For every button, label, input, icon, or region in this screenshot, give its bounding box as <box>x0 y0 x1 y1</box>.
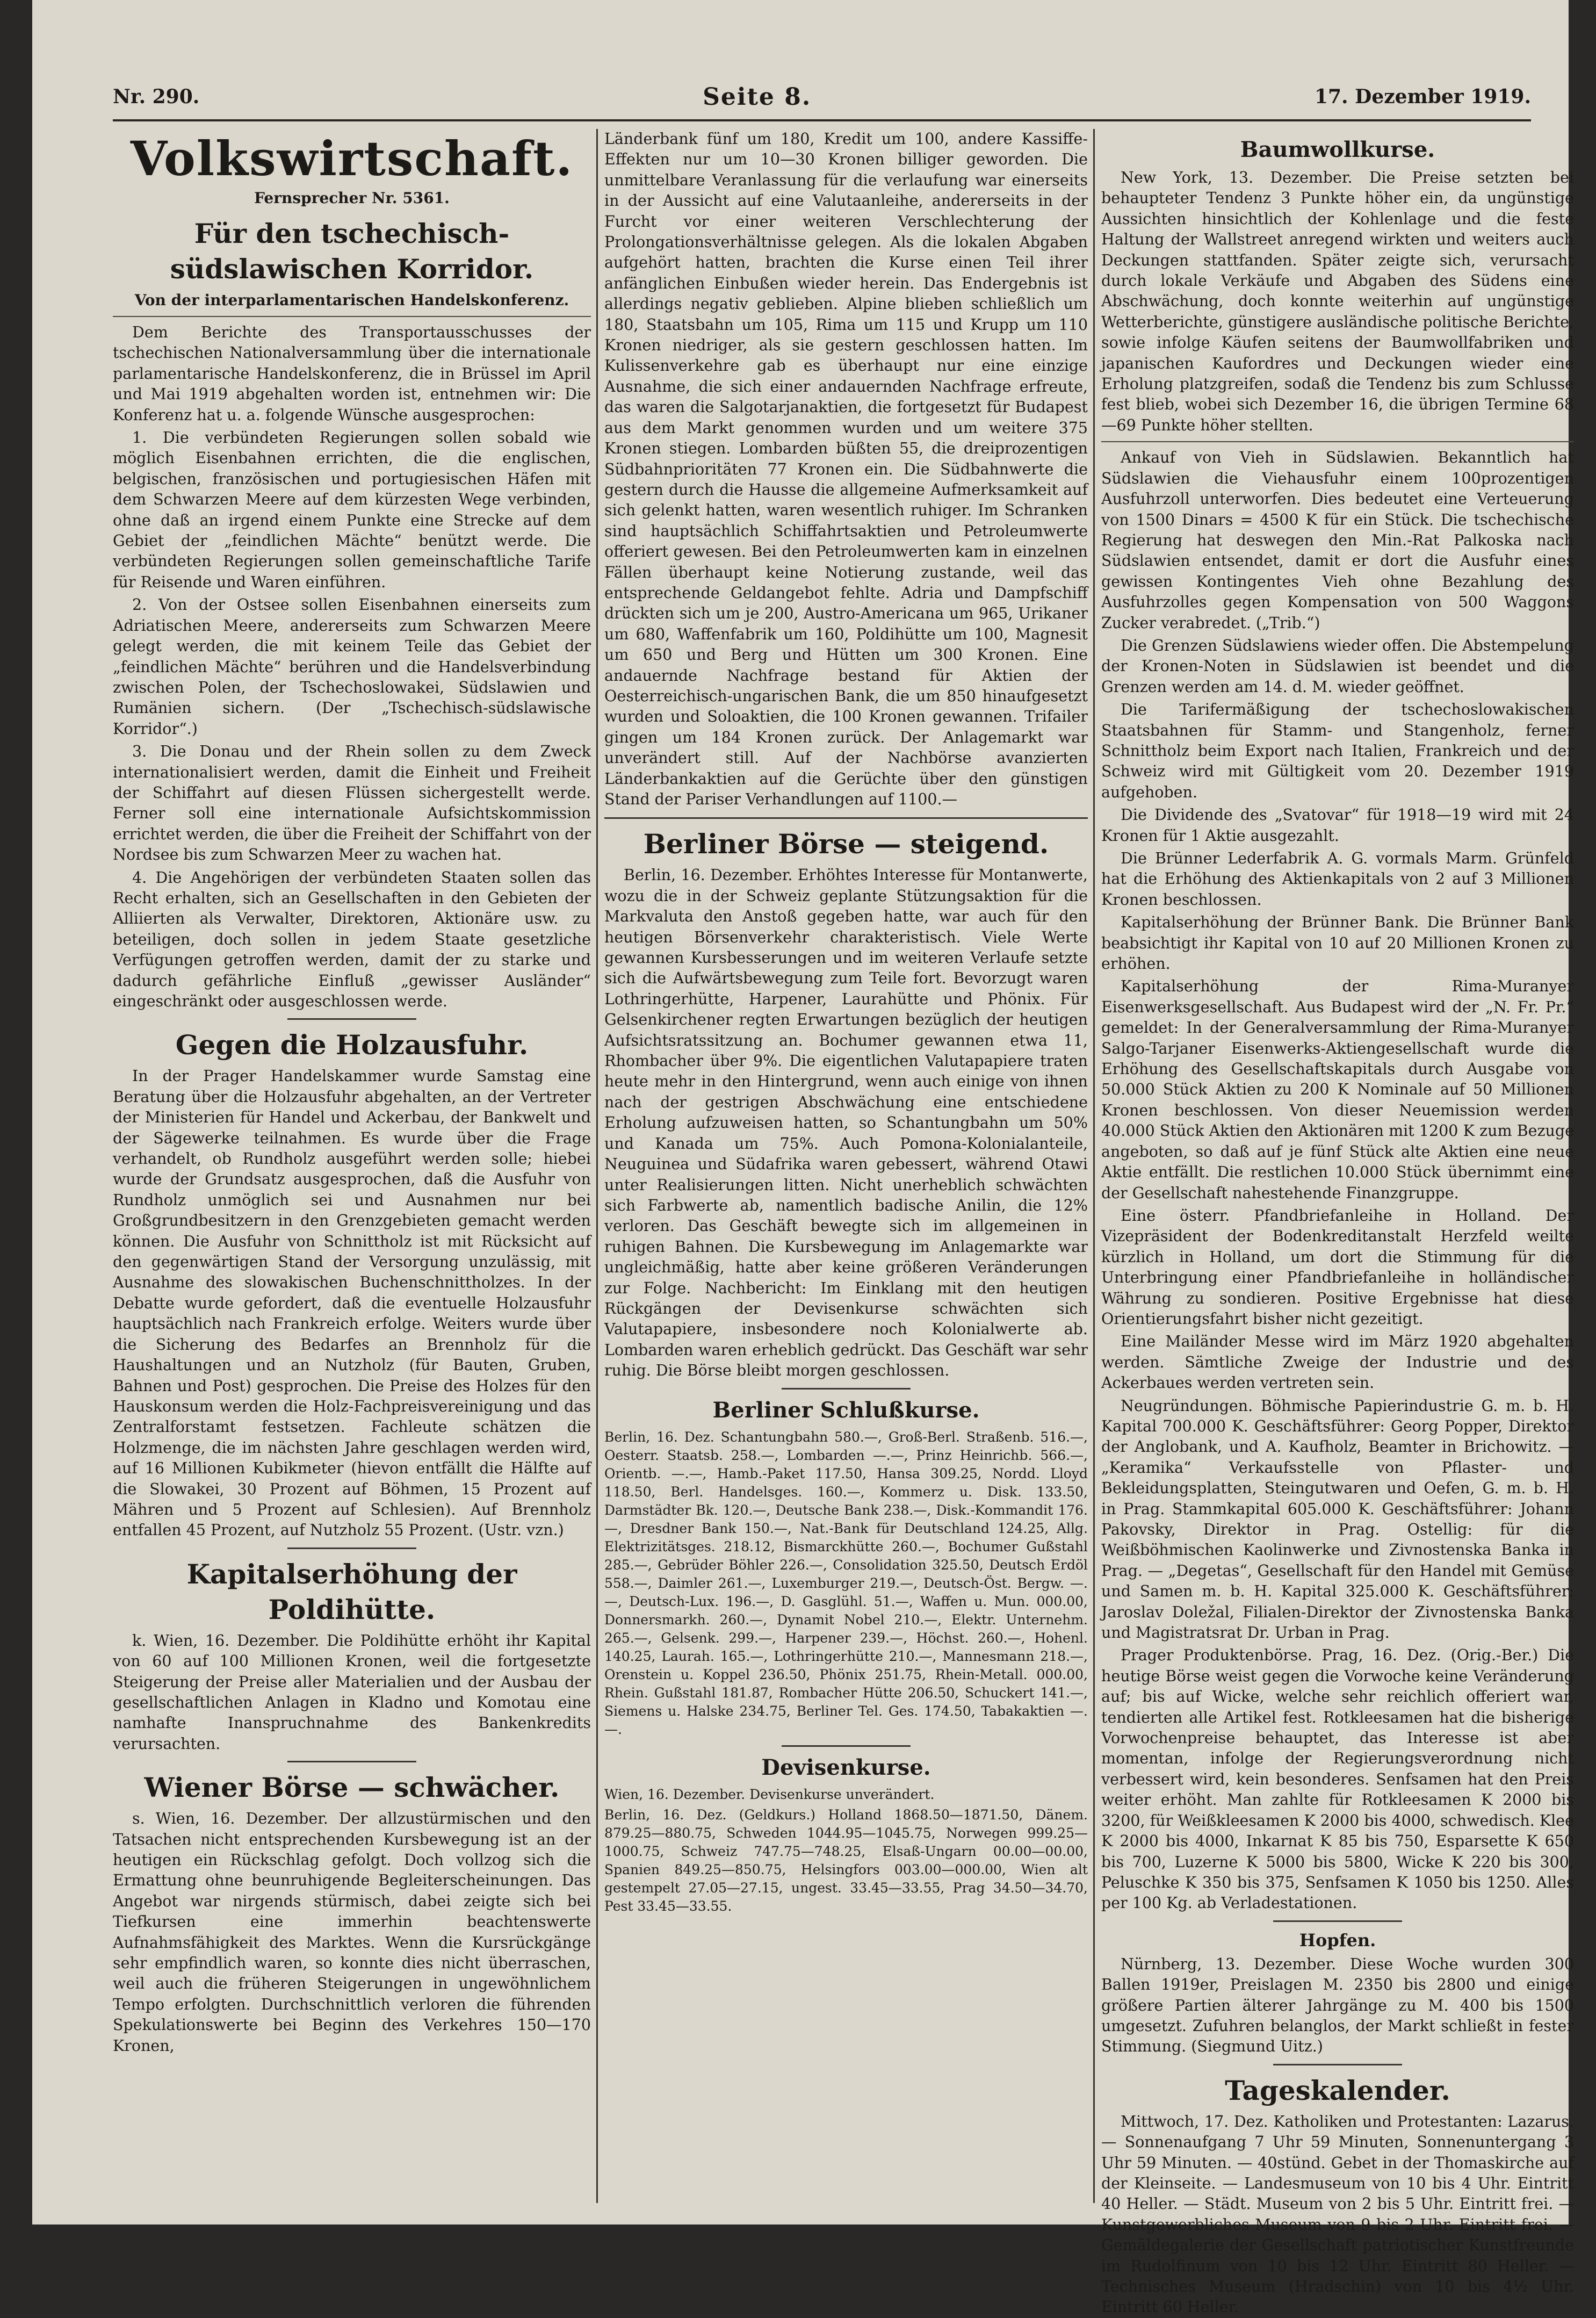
section-phone: Fernsprecher Nr. 5361. <box>254 189 450 207</box>
article-title: Gegen die Holzausfuhr. <box>175 1029 529 1061</box>
article-paragraph: Kapitalserhöhung der Rima-Muranyer Eisenwerksgesellschaft. Aus Budapest wird der „N. Fr. Pr.“ gemeldet: In der Generalversammlung der Rima-Muranyer Salgo-Tarjaner Eisenwerks-Aktiengesellschaft wurde die Erhöhung des Gesellschaftskapitals durch Ausgabe von 50.000 Stück Aktien zu 200 K Nominale auf 50 Millionen Kronen beschlossen. Von dieser Neuemission werden 40.000 Stück Aktien den Aktionären mit 1200 K zum Bezuge angeboten, so daß auf je fünf Stück alte Aktien eine neue Aktie entfällt. Die restlichen 10.000 Stück übernimmt eine der Gesellschaft nahestehende Finanzgruppe. <box>1101 977 1574 1202</box>
divider <box>1273 1920 1402 1922</box>
article-paragraph: 4. Die Angehörigen der verbündeten Staaten sollen das Recht erhalten, sich an Gesellschaften in den Gebieten der Alliierten als Verwalter, Direktoren, Aktionäre usw. zu beteiligen, doch sollen in jedem Staate gesetzliche Verfügungen getroffen werden, damit der zu starke und dadurch gefährliche Einfluß „gewisser Ausländer“ eingeschränkt oder ausgeschlossen werde. <box>113 868 591 1010</box>
section-title: Volkswirtschaft. <box>130 131 574 186</box>
article-paragraph: Neugründungen. Böhmische Papierindustrie G. m. b. H. Kapital 700.000 K. Geschäftsführer: Georg Popper, Direktor der Anglobank, und A. Kaufholz, Beamter in Brichowitz. — „Keramika“ Verkaufsstelle von Pflaster- und Bekleidungsplatten, Steingutwaren und Oefen, G. m. b. H. in Prag. Stammkapital 605.000 K. Geschäftsführer: Johann Pakovsky, Direktor in Prag. Ostellig: für die Weißböhmischen Kaolinwerke und Zivnostenska Banka in Prag. — „Degetas“, Gesellschaft für den Handel mit Gemüse und Samen m. b. H. Kapital 325.000 K. Geschäftsführer: Jaroslav Doležal, Filialen-Direktor der Zivnostenska Banka und Magistratsrat Dr. Urban in Prag. <box>1101 1396 1574 1642</box>
article-paragraph: Eine österr. Pfandbriefanleihe in Holland. Der Vizepräsident der Bodenkreditanstalt Herzfeld weilte kürzlich in Holland, um dort die Stimmung für die Unterbringung einer Pfandbriefanleihe in holländischer Währung zu sondieren. Positive Ergebnisse hat diese Orientierungsfahrt bisher nicht gezeitigt. <box>1101 1206 1574 1328</box>
article-paragraph: Prager Produktenbörse. Prag, 16. Dez. (Orig.-Ber.) Die heutige Börse weist gegen die Vorwoche keine Veränderung auf; bis auf Wicke, welche sehr reichlich offeriert war, tendierten alle Artikel fest. Rotkleesamen hat die bisherige Vorwochenpreise behauptet, das Interesse ist aber momentan, infolge der Regierungsverordnung nicht verbessert wird, kein besonderes. Senfsamen hat den Preis weiter erhöht. Man zahlte für Rotkleesamen K 2000 bis 3200, für Weißkleesamen K 2000 bis 4000, schwedisch. Klee K 2000 bis 4000, Inkarnat K 85 bis 750, Esparsette K 650 bis 700, Luzerne K 5000 bis 5800, Wicke K 220 bis 300, Peluschke K 350 bis 375, Senfsamen K 1050 bis 1250. Alles per 100 Kg. ab Verladestationen. <box>1101 1646 1574 1912</box>
column-2 <box>604 129 1088 2203</box>
article-paragraph: Dem Berichte des Transportausschusses der tschechischen Nationalversammlung über die internationale parlamentarische Handelskonferenz, die in Brüssel im April und Mai 1919 abgehalten worden ist, entnehmen wir: Die Konferenz hat u. a. folgende Wünsche ausgesprochen: <box>113 323 591 424</box>
article-paragraph: s. Wien, 16. Dezember. Der allzustürmischen und den Tatsachen nicht entsprechenden Kursbewegung ist an der heutigen ein Rückschlag gefolgt. Doch vollzog sich die Ermattung ohne beunruhigende Begleiterscheinungen. Das Angebot war nirgends stürmisch, dabei zeigte sich bei Tiefkursen eine immerhin beachtenswerte Aufnahmsfähigkeit des Marktes. Wenn die Kursrückgänge sehr empfindlich waren, so konnte dies nicht überraschen, weil auch die früheren Steigerungen in ungewöhnlichem Tempo erfolgten. Durchschnittlich verloren die führenden Spekulationswerte bei Beginn des Verkehres 150—170 Kronen, <box>113 1810 591 2055</box>
divider <box>287 1761 416 1762</box>
divider <box>782 1388 911 1390</box>
divider <box>782 1745 911 1747</box>
article-paragraph: Die Dividende des „Svatovar“ für 1918—19 wird mit 24 Kronen für 1 Aktie ausgezahlt. <box>1101 806 1574 845</box>
article-title: Berliner Börse — steigend. <box>643 828 1049 860</box>
article-paragraph: Die Brünner Lederfabrik A. G. vormals Marm. Grünfeld hat die Erhöhung des Aktienkapitals von 2 auf 3 Millionen Kronen beschlossen. <box>1101 850 1574 909</box>
column-3 <box>1101 129 1574 2316</box>
page-header <box>113 75 1531 118</box>
issue-date: 17. Dezember 1919. <box>1314 85 1531 108</box>
header-rule <box>113 119 1531 121</box>
article-title: Baumwollkurse. <box>1240 137 1435 162</box>
divider <box>604 817 1088 819</box>
article-paragraph: In der Prager Handelskammer wurde Samstag eine Beratung über die Holzausfuhr abgehalten, an der Vertreter der Ministerien für Handel und Ackerbau, der Bankwelt und der Sägewerke teilnahmen. Es wurde über die Frage verhandelt, ob Rundholz ausgeführt werden solle; hiebei wurde der Grundsatz ausgesprochen, daß die Ausfuhr von Rundholz unmöglich sei und Ausnahmen nur bei Großgrundbesitzern in den Grenzgebieten gemacht werden können. Die Ausfuhr von Schnittholz ist mit Rücksicht auf den gegenwärtigen Stand der Versorgung unzulässig, mit Ausnahme des slowakischen Buchenschnittholzes. In der Debatte wurde gefordert, daß die eventuelle Holzausfuhr hauptsächlich nach Frankreich erfolge. Weiters wurde über die Sicherung des Bedarfes an Brennholz für die Haushaltungen und an Nutzholz (für Bauten, Gruben, Bahnen und Post) gesprochen. Die Preise des Holzes für den Hauskonsum werden die Holz-Fachpreisvereinigung und das Zentralforstamt festsetzen. Fachleute schätzen die Holzmenge, die im nächsten Jahre geschlagen werden wird, auf 16 Millionen Kubikmeter (hievon entfällt die Hälfte auf die Slowakei, 30 Prozent auf Böhmen, 15 Prozent auf Mähren und 5 Prozent auf Schlesien). Auf Brennholz entfallen 45 Prozent, auf Nutzholz 55 Prozent. (Ustr. vzn.) <box>113 1067 591 1539</box>
article-paragraph: Berlin, 16. Dezember. Erhöhtes Interesse für Montanwerte, wozu die in der Schweiz geplante Stützungsaktion für die Markvaluta den Anstoß gegeben hatte, war auch für den heutigen Börsenverkehr charakteristisch. Viele Werte gewannen Kursbesserungen und im weiteren Verlaufe setzte sich die Aufwärtsbewegung zum Teile fort. Bevorzugt waren Lothringerhütte, Harpener, Laurahütte und Phönix. Für Gelsenkirchener regten Erwartungen bezüglich der heutigen Aufsichtsratssitzung an. Bochumer gewannen etwa 11, Rhombacher über 9%. Die eigentlichen Valutapapiere traten heute mehr in den Hintergrund, wenn auch einige von ihnen nach der gestrigen Abschwächung eine entschiedene Erholung aufzuweisen hatten, so Schantungbahn um 50% und Kanada um 75%. Auch Pomona-Kolonialanteile, Neuguinea und Südafrika waren gebessert, während Otawi unter Realisierungen litten. Nicht unerheblich schwächten sich Farbwerte ab, namentlich badische Anilin, die 12% verloren. Das Geschäft bewegte sich im allgemeinen in ruhigen Bahnen. Die Kursbewegung im Anlagemarkte war ungleichmäßig, hatte aber keine größeren Veränderungen zur Folge. Nachbericht: Im Einklang mit den heutigen Rückgängen der Devisenkurse schwächten sich Valutapapiere, insbesondere noch Kolonialwerte ab. Lombarden waren erheblich gedrückt. Das Geschäft war sehr ruhig. Die Börse bleibt morgen geschlossen. <box>604 866 1088 1380</box>
newspaper-page <box>32 0 1574 2316</box>
column-rule <box>596 129 598 2203</box>
column-1 <box>113 129 591 2203</box>
divider <box>1101 441 1574 442</box>
article-paragraph: Nürnberg, 13. Dezember. Diese Woche wurden 300 Ballen 1919er, Preislagen M. 2350 bis 2800 und einige größere Partien älterer Jahrgänge zu M. 400 bis 1500 umgesetzt. Zufuhren belanglos, der Markt schließt in fester Stimmung. (Siegmund Uitz.) <box>1101 1955 1574 2056</box>
article-paragraph: Die Tarifermäßigung der tschechoslowakischen Staatsbahnen für Stamm- und Stangenholz, ferner Schnittholz beim Export nach Italien, Frankreich und der Schweiz wird mit Gültigkeit vom 20. Dezember 1919 aufgehoben. <box>1101 701 1574 801</box>
article-paragraph: 3. Die Donau und der Rhein sollen zu dem Zweck internationalisiert werden, damit die Einheit und Freiheit der Schiffahrt auf diesen Flüssen sichergestellt werde. Ferner soll eine internationale Aufsichtskommission errichtet werden, die über die Freiheit der Schiffahrt von der Nordsee bis zum Schwarzen Meer zu wachen hat. <box>113 743 591 864</box>
article-title: Devisenkurse. <box>761 1754 931 1780</box>
article-paragraph: Länderbank fünf um 180, Kredit um 100, andere Kassiffe-Effekten nur um 10—30 Kronen billiger geworden. Die unmittelbare Veranlassung für die verlaufung war einerseits in der Aussicht auf eine Valutaanleihe, andererseits in der Furcht vor einer weiteren Verschlechterung der Prolongationsverhältnisse gelegen. Als die lokalen Abgaben aufgehört hatten, brachten die Kurse einen Teil ihrer anfänglichen Einbußen wieder herein. Das Endergebnis ist allerdings negativ geblieben. Alpine blieben schließlich um 180, Staatsbahn um 105, Rima um 115 und Krupp um 110 Kronen niedriger, als sie gestern geschlossen hatten. Im Kulissenverkehre gab es überhaupt nur eine einzige Ausnahme, die sich einer andauernden Nachfrage erfreute, das waren die Salgotarjanaktien, die fortgesetzt für Budapest aus dem Markt genommen wurden und um weitere 375 Kronen stiegen. Lombarden büßten 55, die dreiprozentigen Südbahnprioritäten 77 Kronen ein. Die Südbahnwerte die gestern durch die Hausse die allgemeine Aufmerksamkeit auf sich gelenkt hatten, waren wesentlich ruhiger. Im Schranken sind hauptsächlich Schiffahrtsaktien und Petroleumwerte offeriert gewesen. Bei den Petroleumwerten kam in einzelnen Fällen überhaupt keine Notierung zustande, weil das entsprechende Geldangebot fehlte. Adria und Dampfschiff drückten sich um je 200, Austro-Americana um 965, Urikaner um 680, Waffenfabrik um 160, Poldihütte um 100, Magnesit um 650 und Berg und Hütten um 300 Kronen. Eine andauernde Nachfrage bestand für Aktien der Oesterreichisch-ungarischen Bank, die um 850 hinaufgesetzt wurden und Soloaktien, die 100 Kronen gewannen. Trifailer gingen um 184 Kronen zurück. Der Anlagemarkt war unverändert still. Auf der Nachbörse avanzierten Länderbankaktien auf die Gerüchte über den günstigen Stand der Pariser Verhandlungen auf 1100.— <box>604 130 1088 808</box>
article-title: Für den tschechisch-südslawischen Korridor. <box>170 218 534 285</box>
article-paragraph: Berlin, 16. Dez. (Geldkurs.) Holland 1868.50—1871.50, Dänem. 879.25—880.75, Schweden 1044.95—1045.75, Norwegen 999.25—1000.75, Schweiz 747.75—748.25, Elsaß-Ungarn 00.00—00.00, Spanien 849.25—850.75, Helsingfors 003.00—000.00, Wien alt gestempelt 27.05—27.15, ungest. 33.45—33.55, Prag 34.50—34.70, Pest 33.45—33.55. <box>604 1806 1088 1914</box>
article-title: Kapitalserhöhung der Poldihütte. <box>186 1558 517 1625</box>
column-rule <box>1093 129 1095 2203</box>
article-title: Berliner Schlußkurse. <box>712 1397 980 1423</box>
page-number: Seite 8. <box>703 83 812 111</box>
article-paragraph: New York, 13. Dezember. Die Preise setzten bei behaupteter Tendenz 3 Punkte höher ein, da ungünstige Aussichten hinsichtlich der Kohlenlage und die feste Haltung der Wallstreet anregend wirkten und weiters auch Deckungen stattfanden. Später zeigte sich, verursacht durch lokale Verkäufe und Abgaben des Südens eine Abschwächung, doch konnte weiterhin auf ungünstige Wetterberichte, günstigere ausländische politische Berichte, sowie infolge Käufen seitens der Baumwollfabriken und japanischen Kaufordres und Deckungen wieder eine Erholung platzgreifen, sodaß die Tendenz bis zum Schlusse fest blieb, wobei sich Dezember 16, die übrigen Termine 68—69 Punkte höher stellten. <box>1101 169 1574 434</box>
article-paragraph: Kapitalserhöhung der Brünner Bank. Die Brünner Bank beabsichtigt ihr Kapital von 10 auf 20 Millionen Kronen zu erhöhen. <box>1101 913 1574 973</box>
article-paragraph: Ankauf von Vieh in Südslawien. Bekanntlich hat Südslawien die Viehausfuhr einem 100prozentigen Ausfuhrzoll unterworfen. Dies bedeutet eine Verteuerung von 1500 Dinars = 4500 K für ein Stück. Die tschechische Regierung hat deswegen den Min.-Rat Palkoska nach Südslawien entsendet, damit er dort die Ausfuhr eines gewissen Kontingentes Vieh ohne Bezahlung des Ausfuhrzolles gegen Kompensation von 500 Waggons Zucker verabredet. („Trib.“) <box>1101 449 1574 632</box>
divider <box>287 1547 416 1549</box>
article-title: Tageskalender. <box>1225 2074 1450 2106</box>
divider <box>1273 2064 1402 2065</box>
divider <box>287 1018 416 1020</box>
article-paragraph: Die Grenzen Südslawiens wieder offen. Die Abstempelung der Kronen-Noten in Südslawien ist beendet und die Grenzen werden am 14. d. M. wieder geöffnet. <box>1101 636 1574 696</box>
article-paragraph: 2. Von der Ostsee sollen Eisenbahnen einerseits zum Adriatischen Meere, andererseits zum Schwarzen Meere gelegt werden, die mit keinem Teile das Gebiet der „feindlichen Mächte“ berühren und die Handelsverbindung zwischen Polen, der Tschechoslowakei, Südslawien und Rumänien sichern. (Der „Tschechisch-südslawische Korridor“.) <box>113 596 591 738</box>
article-paragraph: Eine Mailänder Messe wird im März 1920 abgehalten werden. Sämtliche Zweige der Industrie und des Ackerbaues werden vertreten sein. <box>1101 1333 1574 1392</box>
issue-number: Nr. 290. <box>113 85 200 108</box>
article-title: Hopfen. <box>1299 1930 1376 1950</box>
divider <box>113 316 591 317</box>
article-paragraph: 1. Die verbündeten Regierungen sollen sobald wie möglich Eisenbahnen errichten, die die englischen, belgischen, französischen und portugiesischen Häfen mit dem Schwarzen Meere auf dem kürzesten Wege verbinden, ohne daß an irgend einem Punkte eine Strecke auf dem Gebiet der „feindlichen Mächte“ benützt werde. Die verbündeten Regierungen sollen gemeinschaftliche Tarife für Reisende und Waren einführen. <box>113 429 591 591</box>
article-paragraph: Mittwoch, 17. Dez. Katholiken und Protestanten: Lazarus. — Sonnenaufgang 7 Uhr 59 Minuten, Sonnenuntergang 3 Uhr 59 Minuten. — 40stünd. Gebet in der Thomaskirche auf der Kleinseite. — Landesmuseum von 10 bis 4 Uhr. Eintritt 40 Heller. — Städt. Museum von 2 bis 5 Uhr. Eintritt frei. — Kunstgewerbliches Museum von 9 bis 2 Uhr. Eintritt frei. — Gemäldegalerie der Gesellschaft patriotischer Kunstfreunde im Rudolfinum von 10 bis 12 Uhr. Eintritt 80 Heller. — Technisches Museum (Hradschin) von 10 bis 4½ Uhr. Eintritt 60 Heller. <box>1101 2112 1574 2316</box>
article-subtitle: Von der interparlamentarischen Handelskonferenz. <box>134 291 569 309</box>
article-paragraph: k. Wien, 16. Dezember. Die Poldihütte erhöht ihr Kapital von 60 auf 100 Millionen Kronen, weil die fortgesetzte Steigerung der Preise aller Materialien und der Ausbau der gesellschaftlichen Anlagen in Kladno und Komotau eine namhafte Inanspruchnahme des Bankenkredits verursachten. <box>113 1631 591 1753</box>
article-title: Wiener Börse — schwächer. <box>144 1772 560 1804</box>
article-paragraph: Berlin, 16. Dez. Schantungbahn 580.—, Groß-Berl. Straßenb. 516.—, Oesterr. Staatsb. 258.—, Lombarden —.—, Prinz Heinrichb. 566.—, Orientb. —.—, Hamb.-Paket 117.50, Hansa 309.25, Nordd. Lloyd 118.50, Berl. Handelsges. 160.—, Kommerz u. Disk. 133.50, Darmstädter Bk. 120.—, Deutsche Bank 238.—, Disk.-Kommandit 176.—, Dresdner Bank 150.—, Nat.-Bank für Deutschland 124.25, Allg. Elektrizitätsges. 218.12, Bismarckhütte 260.—, Bochumer Gußstahl 285.—, Gebrüder Böhler 226.—, Consolidation 325.50, Deutsch Erdöl 558.—, Daimler 261.—, Luxemburger 219.—, Deutsch-Öst. Bergw. —.—, Deutsch-Lux. 196.—, D. Gasglühl. 51.—, Waffen u. Mun. 000.00, Donnersmarkh. 260.—, Dynamit Nobel 210.—, Elektr. Unternehm. 265.—, Gelsenk. 299.—, Harpener 239.—, Höchst. 260.—, Hohenl. 140.25, Laurah. 165.—, Lothringerhütte 210.—, Mannesmann 218.—, Orenstein u. Koppel 236.50, Phönix 251.75, Rhein-Metall. 000.00, Rhein. Gußstahl 181.87, Rombacher Hütte 206.50, Schuckert 141.—, Siemens u. Halske 234.75, Berliner Tel. Ges. 174.50, Tabakaktien —.—. <box>604 1429 1088 1737</box>
article-paragraph: Wien, 16. Dezember. Devisenkurse unverändert. <box>604 1786 935 1802</box>
